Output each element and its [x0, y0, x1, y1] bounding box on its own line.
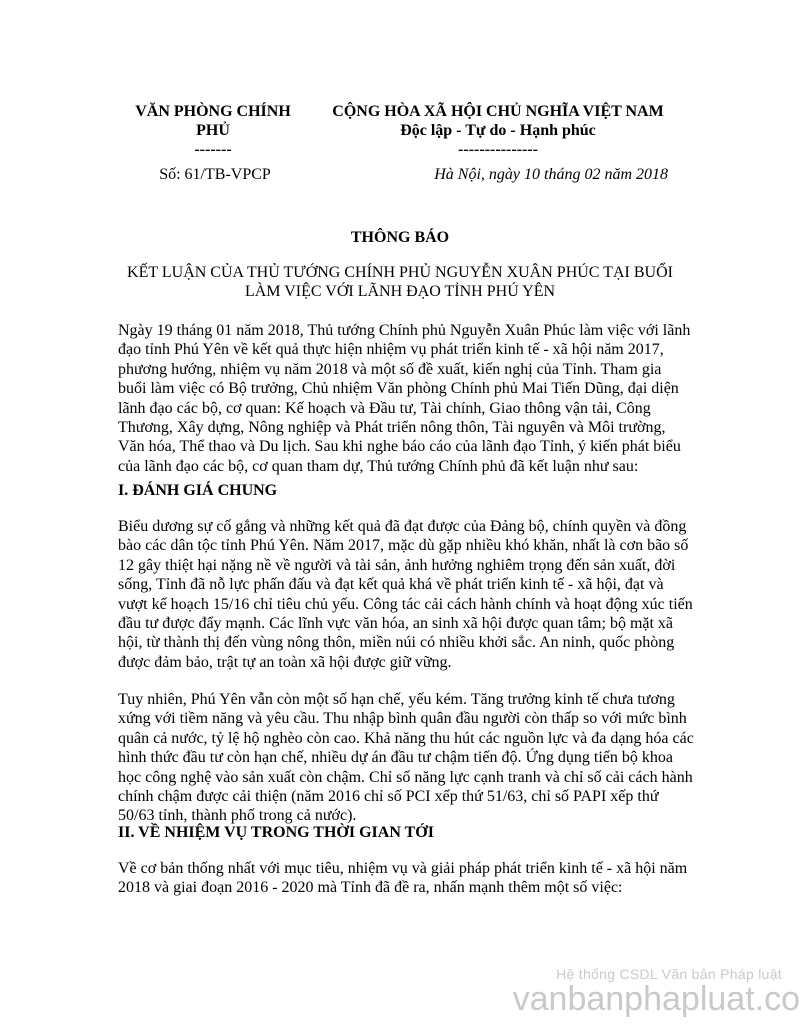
subject-line: KẾT LUẬN CỦA THỦ TƯỚNG CHÍNH PHỦ NGUYỄN XUÂN PHÚC TẠI BUỔI: [127, 264, 673, 281]
watermark-site: vanbanphapluat.co: [512, 980, 800, 1018]
agency-divider: -------: [194, 141, 232, 158]
text-line: bào các dân tộc tỉnh Phú Yên. Năm 2017, mặc dù gặp nhiều khó khăn, nhất là cơn bão số: [118, 537, 689, 555]
agency-name-line1: VĂN PHÒNG CHÍNH: [135, 103, 291, 120]
motto-divider: ---------------: [458, 141, 538, 158]
text-line: của lãnh đạo các bộ, cơ quan tham dự, Thủ tướng Chính phủ đã kết luận như sau:: [118, 457, 639, 475]
text-line: đầu tư được đẩy mạnh. Các lĩnh vực văn hóa, an sinh xã hội được quan tâm; bộ mặt xã: [118, 615, 674, 633]
limitations-paragraph: [118, 690, 694, 826]
text-line: buổi làm việc có Bộ trưởng, Chủ nhiệm Văn phòng Chính phủ Mai Tiến Dũng, đại diện: [118, 380, 679, 398]
subject-line: LÀM VIỆC VỚI LÃNH ĐẠO TỈNH PHÚ YÊN: [244, 283, 556, 300]
text-line: 50/63 tỉnh, thành phố trong cả nước).: [118, 807, 357, 825]
place-and-date: Hà Nội, ngày 10 tháng 02 năm 2018: [434, 166, 668, 183]
text-line: hình thức đầu tư còn hạn chế, nhiều dự án đầu tư chậm tiến độ. Ứng dụng tiến bộ khoa: [118, 749, 673, 767]
agency-name-line2: PHỦ: [196, 122, 230, 139]
text-line: Tuy nhiên, Phú Yên vẫn còn một số hạn chế, yếu kém. Tăng trưởng kinh tế chưa tương: [118, 691, 675, 708]
issuing-agency: [118, 102, 308, 159]
text-line: Về cơ bản thống nhất với mục tiêu, nhiệm vụ và giải pháp phát triển kinh tế - xã hội năm: [118, 860, 688, 877]
national-motto: [318, 102, 678, 159]
text-line: Thương, Xây dựng, Nông nghiệp và Phát triển nông thôn, Tài nguyên và Môi trường,: [118, 419, 666, 437]
text-line: Văn hóa, Thể thao và Du lịch. Sau khi nghe báo cáo của lãnh đạo Tỉnh, ý kiến phát biểu: [118, 438, 681, 456]
text-line: chính chậm được cải thiện (năm 2016 chỉ số PCI xếp thứ 51/63, chỉ số PAPI xếp thứ: [118, 788, 659, 806]
text-line: sống, Tỉnh đã nỗ lực phấn đấu và đạt kết quả khá về phát triển kinh tế - xã hội, đạt và: [118, 576, 664, 594]
section-heading-future-tasks: II. VỀ NHIỆM VỤ TRONG THỜI GIAN TỚI: [118, 824, 434, 841]
text-line: xứng với tiềm năng và yêu cầu. Thu nhập bình quân đầu người còn thấp so với mức bình: [118, 710, 687, 728]
document-number: Số: 61/TB-VPCP: [159, 166, 271, 183]
text-line: lãnh đạo các bộ, cơ quan: Kế hoạch và Đầu tư, Tài chính, Giao thông vận tải, Công: [118, 399, 651, 417]
assessment-paragraph: [118, 517, 693, 672]
text-line: Biểu dương sự cố gắng và những kết quả đã đạt được của Đảng bộ, chính quyền và đồng: [118, 518, 687, 535]
watermark-caption: Hệ thống CSDL Văn bản Pháp luật: [556, 966, 782, 982]
text-line: đạo tỉnh Phú Yên về kết quả thực hiện nhiệm vụ phát triển kinh tế - xã hội năm 2017,: [118, 341, 664, 359]
motto: Độc lập - Tự do - Hạnh phúc: [400, 122, 596, 139]
intro-paragraph: [118, 321, 691, 476]
tasks-paragraph: [118, 859, 688, 898]
text-line: Ngày 19 tháng 01 năm 2018, Thủ tướng Chính phủ Nguyễn Xuân Phúc làm việc với lãnh: [118, 322, 691, 339]
document-subject: [118, 263, 682, 301]
text-line: được đảm bảo, trật tự an toàn xã hội được giữ vững.: [118, 653, 452, 671]
document-title: THÔNG BÁO: [350, 229, 450, 246]
text-line: phương hướng, nhiệm vụ năm 2018 và một số đề xuất, kiến nghị của Tỉnh. Tham gia: [118, 360, 662, 378]
section-heading-general-assessment: I. ĐÁNH GIÁ CHUNG: [118, 482, 278, 499]
text-line: vượt kế hoạch 15/16 chỉ tiêu chủ yếu. Công tác cải cách hành chính và hoạt động xúc tiến: [118, 595, 693, 613]
text-line: quân cả nước, tỷ lệ hộ nghèo còn cao. Khả năng thu hút các nguồn lực và đa dạng hóa các: [118, 729, 694, 747]
text-line: 12 gây thiệt hại nặng nề về người và tài sản, ảnh hưởng nghiêm trọng đến sản xuất, đời: [118, 556, 676, 574]
text-line: học công nghệ vào sản xuất còn chậm. Chỉ số năng lực cạnh tranh và chỉ số cải cách hành: [118, 768, 693, 786]
text-line: hội, từ thành thị đến vùng nông thôn, miền núi có nhiều khởi sắc. An ninh, quốc phòng: [118, 634, 675, 652]
nation-name: CỘNG HÒA XÃ HỘI CHỦ NGHĨA VIỆT NAM: [332, 103, 664, 120]
text-line: 2018 và giai đoạn 2016 - 2020 mà Tỉnh đã đề ra, nhấn mạnh thêm một số việc:: [118, 879, 623, 897]
